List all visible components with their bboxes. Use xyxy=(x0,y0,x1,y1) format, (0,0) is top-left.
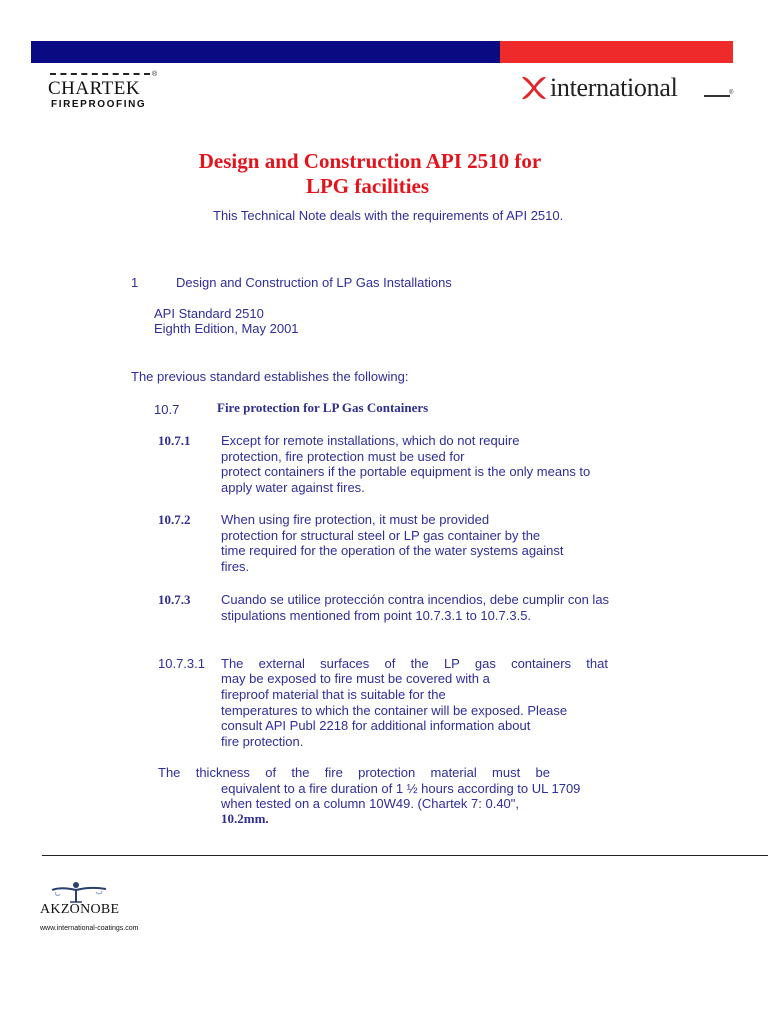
chartek-logo-dash xyxy=(50,73,150,75)
footer-url[interactable]: www.international-coatings.com xyxy=(40,925,139,932)
item-line: protection, fire protection must be used for xyxy=(221,448,465,464)
international-x-icon xyxy=(519,74,549,102)
subitem-line: consult API Publ 2218 for additional information about xyxy=(221,718,531,733)
clause-number: 10.7 xyxy=(154,402,180,417)
item-number: 10.7.3 xyxy=(158,592,191,607)
thickness-bold-value: 10.2mm. xyxy=(221,811,269,826)
item-number: 10.7.2 xyxy=(158,512,191,527)
international-logo xyxy=(519,70,739,106)
subitem-first-line: The external surfaces of the LP gas containers that xyxy=(221,656,608,671)
clause-heading: Fire protection for LP Gas Containers xyxy=(217,400,429,415)
thickness-line: equivalent to a fire duration of 1 ½ hours according to UL 1709 xyxy=(221,780,581,796)
thickness-line: when tested on a column 10W49. (Chartek 7: 0.40", xyxy=(221,796,520,811)
item-line: Except for remote installations, which do not require xyxy=(221,433,520,448)
international-logo-name: international xyxy=(550,73,678,102)
title-line-1: Design and Construction API 2510 for xyxy=(198,149,542,173)
standard-edition: Eighth Edition, May 2001 xyxy=(154,321,299,336)
chartek-logo-subtitle: FIREPROOFING xyxy=(51,99,147,110)
item-line: When using fire protection, it must be provided xyxy=(221,512,490,527)
item-line: Cuando se utilice protección contra incendios, debe cumplir con las xyxy=(221,592,610,607)
item-number: 10.7.1 xyxy=(158,433,191,448)
subitem-line: fire protection. xyxy=(221,733,304,749)
subitem-number: 10.7.3.1 xyxy=(158,656,205,671)
item-line: protect containers if the portable equipment is the only means to xyxy=(221,464,591,479)
footer-divider xyxy=(42,855,768,856)
international-logo-line xyxy=(704,95,730,97)
item-line: time required for the operation of the water systems against xyxy=(221,543,564,558)
section-heading: Design and Construction of LP Gas Installations xyxy=(176,275,452,290)
document-subtitle: This Technical Note deals with the requirements of API 2510. xyxy=(213,208,564,223)
thickness-first-line: The thickness of the fire protection material must be xyxy=(158,765,550,780)
chartek-logo xyxy=(48,73,168,111)
document-title xyxy=(0,149,740,199)
subitem-line: may be exposed to fire must be covered with a xyxy=(221,671,490,686)
item-line: fires. xyxy=(221,558,250,574)
standard-name: API Standard 2510 xyxy=(154,306,264,321)
chartek-registered-mark: ® xyxy=(152,71,158,78)
chartek-logo-name: CHARTEK xyxy=(48,78,141,99)
item-line: stipulations mentioned from point 10.7.3.1 to 10.7.3.5. xyxy=(221,608,532,623)
international-registered-mark: ® xyxy=(729,90,734,96)
akzonobel-logo xyxy=(40,880,130,920)
item-line: apply water against fires. xyxy=(221,479,365,495)
header-bar-red xyxy=(500,41,733,63)
subitem-line: fireproof material that is suitable for the xyxy=(221,686,446,702)
akzonobel-figure-icon xyxy=(50,880,110,904)
intro-text: The previous standard establishes the following: xyxy=(131,369,409,384)
header-bar-blue xyxy=(31,41,500,63)
subitem-line: temperatures to which the container will be exposed. Please xyxy=(221,702,568,718)
akzonobel-logo-name: AKZONOBE xyxy=(40,902,120,917)
title-line-2: LPG facilities xyxy=(305,174,430,198)
section-number: 1 xyxy=(131,275,139,290)
item-line: protection for structural steel or LP gas container by the xyxy=(221,527,541,543)
